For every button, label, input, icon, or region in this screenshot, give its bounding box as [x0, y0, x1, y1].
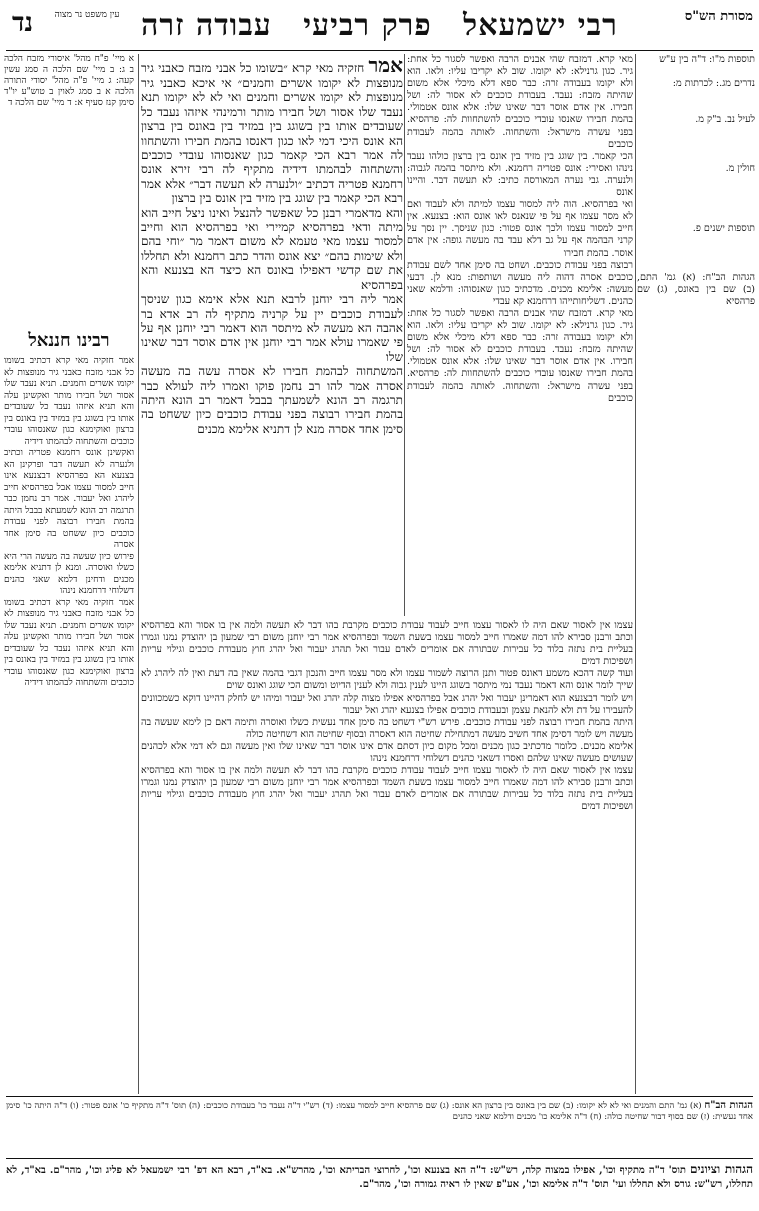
tosafot-paragraph: היתה בהמת חבירו רבוצה לפני עבודת כוכבים. פירש רש"י דשחט בה סימן אחד נעשית כשלו ואוסרה ותימה דאם כן לימא שעשה בה מעשה ויש לומר דסימן אחד חשיב מעשה דמתחילת שחיטה הוא דאסרה ובסוף שחיטה הוא דשחיטה כולה: [141, 716, 633, 740]
margin-ref: לעיל נב. ב"ק מ.: [695, 114, 755, 126]
tractate-name: עבודה זרה: [141, 8, 272, 43]
rabenu-paragraph: ואקשינן אונס רחמנא פטריה וכתיב ולנערה לא תעשה דבר ופרקינן הא בצנעא הא בפרהסיא דבצנעא אינו חייב למסור עצמו אבל בפרהסיא חייב ליהרג ואל יעבור. אמר רב נחמן כבר תרגמה רב הונא לשמעתא בבבל היתה בהמת חבירו רבוצה לפני עבודת כוכבים כיון ששחט בה סימן אחד אסרה: [4, 448, 134, 550]
rabenu-chananel-text: [4, 356, 134, 1096]
page-header: [6, 4, 753, 48]
margin-ref: תוספות מ"ו: ד"ה בין ע"ש: [659, 54, 755, 65]
ein-mishpat-text: א מיי' פ"ח מהל' איסורי מזבח הלכה ב ג: ב מיי' שם הלכה ה סמג עשין קעה: ג מיי' פ"ה מהל' יסודי התורה הלכה א ב סמג לאוין ב טוש"ע יו"ד סימן קנז סעיף א: ד מיי' שם הלכה ד: [4, 54, 134, 108]
masoret-label: מסורת הש"ס: [684, 9, 753, 24]
rashi-paragraph: הכי קאמר. בין שוגג בין מזיד בין אונס בין ברצון כולהו נעבד נינהו ואסירי: אונס פטריה רחמנא. ולא מיתסר בהמה לגבוה: ולנערה. גבי נערה המאורסה כתיב: לא תעשה דבר. והיינו אונס: [407, 150, 633, 199]
gemara-paragraph: המשתחוה לבהמת חבירו לא אסרה עשה בה מעשה אסרה אמר להו רב נחמן פוקו ואמרו ליה לעולא כבר תרגמה רב הונא לשמעתך בבבל דאמר רב הונא היתה בהמת חבירו רבוצה בפני עבודת כוכבים כיון ששחט בה סימן אחד אסרה מנא לן דתניא אלימא מכנים: [141, 364, 403, 436]
tosafot-paragraph: ויש לומר דבצנעא הוא דאמרינן יעבור ואל יהרג אבל בפרהסיא אפילו מצוה קלה יהרג ואל יעבור ומיהו יש לחלק דהיינו דוקא כשמכוונים להעבירו על דת ולא להנאת עצמן ובעבודת כוכבים אפילו בצנעא יהרג ואל יעבור: [141, 692, 633, 716]
margin-ref: הגהות הב"ח: (א) גמ' התם, (ב) שם בין באונס, (ג) שם פרהסיא: [637, 271, 755, 307]
chapter-name: רבי ישמעאל: [463, 8, 618, 43]
tosafot-paragraph: עצמו אין לאסור שאם היה לו לאסור עצמו חייב לעבוד עבודת כוכבים מקרבת בהו דבר לא תעשה ולמה אין בו אסור והא בפרהסיא וכתב ורבנן סבירא להו דמה שאמרו חייב למסור עצמו בשעת השמד ובפרהסיא אמר רבי יוחנן משום רבי שמעון בן יהוצדק נמנו וגמרו בעליית בית נתזה בלוד כל עבירות שבתורה אם אומרים לאדם עבור ואל תהרג יעבור ואל יהרג חוץ מעבודת כוכבים וגילוי עריות ושפיכות דמים: [141, 620, 633, 668]
page-number: נד: [12, 8, 33, 38]
header-rule: [6, 50, 753, 51]
footer-rule: [6, 1096, 753, 1097]
ein-mishpat-column: [4, 54, 134, 194]
rabenu-paragraph: אמר חזקיה מאי קרא דכתיב בשומו כל אבני מזבח כאבני גיר מנופצות לא יקומו אשרים וחמנים. תניא נעבד שלו אסור ושל חבירו מותר ואקשינן עלה והא תניא איזהו נעבד כל שעובדים אותו בין בשוגג בין במזיד בין באונס בין ברצון ואוקימנא כגון שאנסוהו עובדי כוכבים והשתחוה לבהמתו דידיה: [4, 597, 134, 688]
margin-ref: תוספות ישנים פ.: [692, 223, 755, 235]
gemara-body: חזקיה מאי קרא ״בשומו כל אבני מזבח כאבני גיר מנופצות לא יקומו אשרים וחמנים״ אי איכא כאבני גיר מנופצות לא יקומו אשרים וחמנים ואי לא לא יקומו תנא נעבד שלו אסור ושל חבירו מותר ורמינהי איזהו נעבד כל שעובדים אותו בין בשוגג בין במזיד בין באונס בין ברצון הא אונס היכי דמי לאו כגון דאנסו בהמת חבירו והשתחוו לה אמר רבא הכי קאמר כגון שאנסוהו עובדי כוכבים והשתחוה לבהמתו דידיה מתקיף לה רבי זירא אונס רחמנא פטריה דכתיב ״ולנערה לא תעשה דבר״ אלא אמר רבא הכי קאמר בין שוגג בין מזיד בין אונס בין ברצון: [141, 61, 403, 206]
rashi-commentary: [407, 54, 633, 614]
rabenu-chananel-title: רבינו חננאל: [28, 330, 110, 351]
haggahot-title: הגהות הב"ח: [704, 1100, 753, 1111]
notes-title: הגהות וציונים: [690, 1162, 753, 1176]
tosafot-paragraph: אלימא מכנים. כלומר מדכתיב כגון מכנים ומכל מקום כיון דסתם אדם אינו אוסר דבר שאינו שלו ואין מעשה וגם לא דמי אלא לכהנים שעושים מעשה שאינו שלהם ואסרו דשאני כהנים דשלוחי דרחמנא נינהו: [141, 740, 633, 765]
gemara-paragraph: והא מדאמרי רבנן כל שאפשר להנצל ואינו ניצל חייב הוא מיתה ודאי בפרהסיא קמיירי ואי בפרהסיא הוא וחייב למסור עצמו מאי טעמא לא משום דאמר מר ״וחי בהם ולא שימות בהם״ יצא אונס והדר כתב רחמנא ולא תחללו את שם קדשי דאפילו באונס הא כיצד הא בצנעא והא בפרהסיא: [141, 205, 403, 292]
column-divider: [404, 54, 405, 616]
right-margin-references: [637, 54, 755, 1114]
haggahot-habach: [6, 1100, 753, 1152]
running-title: [126, 4, 633, 48]
haggahot-text: (א) גמ' התם והמנים ואי לא לא יקומו: (ב) שם בין באונס בין ברצון הא אונס: (ג) שם פרהסיא חייב למסור עצמו: (ד) רש"י ד"ה נעבד כו' בעבודת כוכבים: (ה) תוס' ד"ה מתקיף כו' אונס פטור: (ו) ד"ה היתה כו' סימן אחד נעשית: (ז) שם בסוף דבור שחיטה כולה: (ח) ד"ה אלימא כו' מכנים ודלמא שאני כהנים: [6, 1101, 753, 1122]
column-divider: [635, 54, 636, 1094]
rashi-paragraph: מאי קרא. דמזבח שהי אבנים הרבה ואפשר לסגור כל אחת: גיר. כגון גרנילא: לא יקומו. שוב לא יקריבו עליו: ולאו. הוא ולא יקומו בעבודה זרה: כבר ספא דלא מיכלי אלא משום שהיתה מזבח: נעבד. בעבודת כוכבים לא אסור לה: ושל חבירו. אין אדם אוסר דבר שאינו שלו: אלא אונס אטמולי. בהמת חבירו שאנסו עובדי כוכבים להשתחוות לה: פרהסיא. בפני עשרה מישראל: והשתחוה. לאותה בהמה לעבודת כוכבים: [407, 54, 633, 150]
margin-ref: חולין מ.: [725, 162, 755, 174]
column-divider: [138, 54, 139, 1094]
rashi-paragraph: רבוצה בפני עבודת כוכבים. ושחט בה סימן אחד לשם עבודת כוכבים אסרה דהוה ליה מעשה ושותפות: מנא לן. דבעי מעשה: אלימא מכנים. מדכתיב כגון שאנסוהו: ודלמא שאני כהנים. דשליחותייהו דרחמנא קא עבדי: [407, 259, 633, 307]
margin-ref: נדרים מג.: לכרתות מ:: [672, 78, 755, 90]
tosafot-paragraph: עצמו אין לאסור שאם היה לו לאסור עצמו חייב לעבוד עבודת כוכבים מקרבת בהו דבר לא תעשה ולמה אין בו אסור והא בפרהסיא וכתב ורבנן סבירא להו דמה שאמרו חייב למסור עצמו בשעת השמד ובפרהסיא אמר רבי יוחנן משום רבי שמעון בן יהוצדק נמנו וגמרו בעליית בית נתזה בלוד כל עבירות שבתורה אם אומרים לאדם עבור ואל תהרג יעבור ואל יהרג חוץ מעבודת כוכבים וגילוי עריות ושפיכות דמים: [141, 765, 633, 813]
tosafot-commentary: [141, 620, 633, 1090]
footer-rule: [6, 1158, 753, 1159]
rashi-paragraph: ואי בפרהסיא. הוה ליה למסור עצמו למיתה ולא לעבוד ואם לא מסר עצמו אף על פי שנאנס לאו אונס הוא: בצנעא. אין חייב למסור עצמו ולכך אונס פטור: כגון שניסך. יין נסך על קרני הבהמה אף על גב דלא עבד בה מעשה גופה: אין אדם אוסר. בהמת חבירו: [407, 199, 633, 259]
haggahot-vetziyunim: [6, 1162, 753, 1206]
gemara-text: [141, 54, 403, 614]
chapter-label: פרק רביעי: [303, 8, 432, 43]
gemara-paragraph: [141, 54, 403, 206]
rashi-paragraph: מאי קרא. דמזבח שהי אבנים הרבה ואפשר לסגור כל אחת: גיר. כגון גרנילא: לא יקומו. שוב לא יקריבו עליו: ולאו. הוא ולא יקומו בעבודה זרה: כבר ספא דלא מיכלי אלא משום שהיתה מזבח: נעבד. בעבודת כוכבים לא אסור לה: ושל חבירו. אין אדם אוסר דבר שאינו שלו: אלא אונס אטמולי. בהמת חבירו שאנסו עובדי כוכבים להשתחוות לה: פרהסיא. בפני עשרה מישראל: והשתחוה. לאותה בהמה לעבודת כוכבים: [407, 307, 633, 404]
opening-word: אמר: [368, 54, 403, 77]
header-left: [6, 4, 124, 48]
rabenu-paragraph: פירוש כיון שעשה בה מעשה הרי היא כשלו ואוסרה. ומנא לן דתניא אלימא מכנים ודחינן דלמא שאני כהנים דשלוחי דרחמנא נינהו: [4, 551, 134, 596]
tosafot-paragraph: ועוד קשה דהכא משמע דאונס פטור ותנן הרוצה לשמור עצמו ולא מסר עצמו חייב והנכון דגבי בהמה שאין בה דעת ואין לה ליהרג לא שייך לומר אונס והא דאמר נעבד נמי מיתסר בשוגג היינו לענין גבוה ולא לענין הדיוט ומשום הכי שוגג ואונס שוים: [141, 668, 633, 692]
gemara-paragraph: אמר ליה רבי יוחנן לרבא תנא אלא אימא כגון שניסך לעבודת כוכבים יין על קרניה מתקיף לה רב אדא בר אהבה הא מעשה לא מיתסר הוא דאמר רבי יוחנן אף על פי שאמרו עולא אמר רבי יוחנן אין אדם אוסר דבר שאינו שלו: [141, 292, 403, 364]
ein-mishpat-label: עין משפט נר מצוה: [54, 10, 120, 20]
rabenu-paragraph: אמר חזקיה מאי קרא דכתיב בשומו כל אבני מזבח כאבני גיר מנופצות לא יקומו אשרים וחמנים. תניא נעבד שלו אסור ושל חבירו מותר ואקשינן עלה והא תניא איזהו נעבד כל שעובדים אותו בין בשוגג בין במזיד בין באונס בין ברצון ואוקימנא כגון שאנסוהו עובדי כוכבים והשתחוה לבהמתו דידיה: [4, 356, 134, 447]
notes-text: תוס' ד"ה מתקיף וכו', אפילו במצוה קלה, רש"ש: ד"ה הא בצנעא וכו', לחרוצי הבריתא וכו', מהרש"א. בא"ד, רבא הא דפ' רבי ישמעאל לא פליג וכו', מהר"ם. בא"ד, לא תחללו, רש"ש: גורס ולא תחללו ועי' תוס' ד"ה אלימא וכו', אע"פ שאין לו ראיה גמורה וכו', מהר"ם.: [6, 1165, 753, 1190]
